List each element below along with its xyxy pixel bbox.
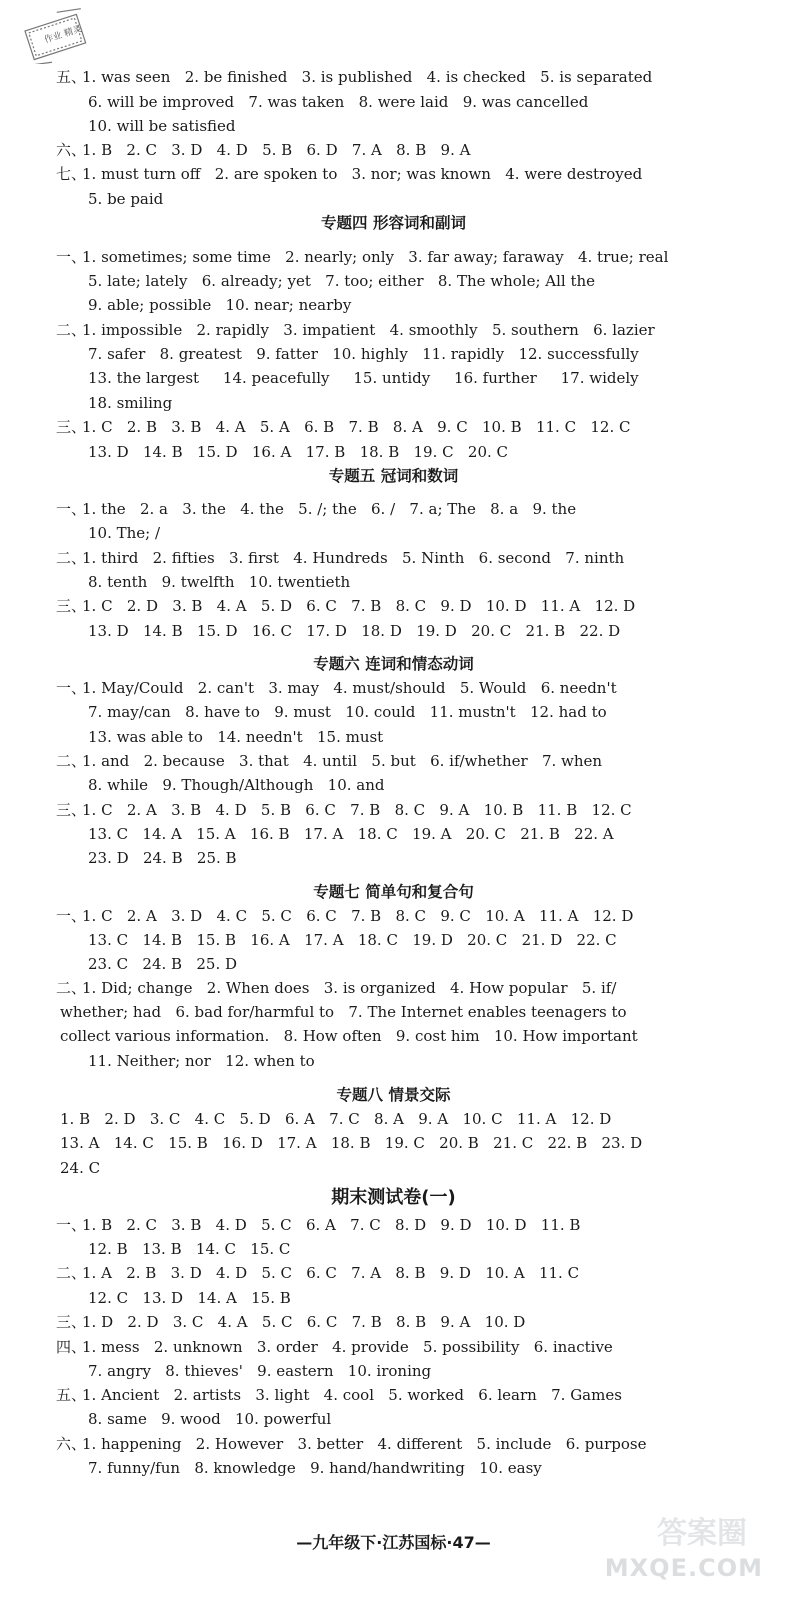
answer-text: 1. must turn off 2. are spoken to 3. nor; was known 4. were destroyed: [82, 165, 643, 183]
answer-text: 1. May/Could 2. can't 3. may 4. must/should 5. Would 6. needn't: [82, 679, 617, 697]
question-group-label: 一、: [56, 1216, 87, 1234]
answer-line: 23. D 24. B 25. B: [88, 849, 237, 867]
answer-text: 1. was seen 2. be finished 3. is published 4. is checked 5. is separated: [82, 68, 653, 86]
answer-line: [56, 749, 717, 773]
answer-line: collect various information. 8. How often 9. cost him 10. How important: [60, 1027, 638, 1045]
answer-line: [56, 594, 717, 618]
answer-line: 10. The; /: [88, 524, 161, 542]
answer-line: [56, 162, 717, 186]
answer-line: 6. will be improved 7. was taken 8. were laid 9. was cancelled: [88, 93, 589, 111]
answer-line: 10. will be satisfied: [88, 117, 236, 135]
question-group-label: 一、: [56, 907, 87, 925]
answer-line: [56, 138, 717, 162]
answer-line: 11. Neither; nor 12. when to: [88, 1052, 315, 1070]
question-group-label: 五、: [56, 68, 87, 86]
question-group-label: 五、: [56, 1386, 87, 1404]
answer-line: 9. able; possible 10. near; nearby: [88, 296, 352, 314]
answer-line: [56, 65, 717, 89]
answer-line: 18. smiling: [88, 394, 173, 412]
answer-text: 1. C 2. B 3. B 4. A 5. A 6. B 7. B 8. A 9. C 10. B 11. C 12. C: [82, 418, 631, 436]
answer-line: [56, 904, 717, 928]
question-group-label: 一、: [56, 679, 87, 697]
stamp-text: 作业 精灵: [43, 24, 84, 46]
answer-line: [56, 798, 717, 822]
answer-line: 12. C 13. D 14. A 15. B: [88, 1289, 291, 1307]
answer-line: 13. A 14. C 15. B 16. D 17. A 18. B 19. C 20. B 21. C 22. B 23. D: [60, 1134, 643, 1152]
answer-line: 13. D 14. B 15. D 16. A 17. B 18. B 19. C 20. C: [88, 443, 509, 461]
answer-text: 1. C 2. D 3. B 4. A 5. D 6. C 7. B 8. C 9. D 10. D 11. A 12. D: [82, 597, 636, 615]
answer-text: 1. Ancient 2. artists 3. light 4. cool 5. worked 6. learn 7. Games: [82, 1386, 622, 1404]
answer-text: 1. C 2. A 3. D 4. C 5. C 6. C 7. B 8. C 9. C 10. A 11. A 12. D: [82, 907, 634, 925]
answer-text: 1. third 2. fifties 3. first 4. Hundreds 5. Ninth 6. second 7. ninth: [82, 549, 625, 567]
answer-text: 1. D 2. D 3. C 4. A 5. C 6. C 7. B 8. B 9. A 10. D: [82, 1313, 526, 1331]
answer-line: 13. the largest 14. peacefully 15. untidy 16. further 17. widely: [88, 369, 639, 387]
question-group-label: 三、: [56, 1313, 87, 1331]
answer-text: 1. the 2. a 3. the 4. the 5. /; the 6. / 7. a; The 8. a 9. the: [82, 500, 577, 518]
question-group-label: 三、: [56, 418, 87, 436]
answer-text: 1. Did; change 2. When does 3. is organized 4. How popular 5. if/: [82, 979, 617, 997]
answer-line: [56, 1335, 717, 1359]
answer-text: 1. impossible 2. rapidly 3. impatient 4. smoothly 5. southern 6. lazier: [82, 321, 655, 339]
answer-text: 1. and 2. because 3. that 4. until 5. but 6. if/whether 7. when: [82, 752, 603, 770]
question-group-label: 一、: [56, 248, 87, 266]
answer-line: 7. safer 8. greatest 9. fatter 10. highly 11. rapidly 12. successfully: [88, 345, 639, 363]
answer-line: 7. angry 8. thieves' 9. eastern 10. ironing: [88, 1362, 432, 1380]
answer-line: 13. C 14. B 15. B 16. A 17. A 18. C 19. D 20. C 21. D 22. C: [88, 931, 617, 949]
question-group-label: 二、: [56, 321, 87, 339]
section-heading: 专题五 冠词和数词: [328, 467, 459, 485]
section-heading: 期末测试卷(一): [331, 1187, 456, 1208]
answer-line: 5. be paid: [88, 190, 164, 208]
answer-line: 13. C 14. A 15. A 16. B 17. A 18. C 19. A 20. C 21. B 22. A: [88, 825, 614, 843]
question-group-label: 六、: [56, 141, 87, 159]
question-group-label: 一、: [56, 500, 87, 518]
answer-line: 8. same 9. wood 10. powerful: [88, 1410, 332, 1428]
stamp-logo: [14, 8, 96, 64]
answer-text: 1. A 2. B 3. D 4. D 5. C 6. C 7. A 8. B 9. D 10. A 11. C: [82, 1264, 580, 1282]
answer-line: 8. tenth 9. twelfth 10. twentieth: [88, 573, 351, 591]
answer-line: 1. B 2. D 3. C 4. C 5. D 6. A 7. C 8. A 9. A 10. C 11. A 12. D: [60, 1110, 612, 1128]
answer-line: [56, 1310, 717, 1334]
question-group-label: 三、: [56, 597, 87, 615]
answer-text: 1. C 2. A 3. B 4. D 5. B 6. C 7. B 8. C 9. A 10. B 11. B 12. C: [82, 801, 632, 819]
section-heading: 专题七 简单句和复合句: [313, 883, 474, 901]
watermark-logo: [567, 1516, 777, 1592]
question-group-label: 二、: [56, 549, 87, 567]
answer-line: [56, 976, 717, 1000]
answer-line: [56, 1261, 717, 1285]
answer-line: 7. may/can 8. have to 9. must 10. could 11. mustn't 12. had to: [88, 703, 607, 721]
answer-line: 23. C 24. B 25. D: [88, 955, 238, 973]
section-heading: 专题四 形容词和副词: [321, 214, 466, 232]
answer-text: 1. sometimes; some time 2. nearly; only 3. far away; faraway 4. true; real: [82, 248, 669, 266]
answer-line: [56, 546, 717, 570]
page-footer: —九年级下·江苏国标·47—: [296, 1533, 491, 1552]
answer-line: 5. late; lately 6. already; yet 7. too; either 8. The whole; All the: [88, 272, 596, 290]
answer-text: 1. B 2. C 3. D 4. D 5. B 6. D 7. A 8. B 9. A: [82, 141, 471, 159]
section-heading: 专题八 情景交际: [336, 1086, 451, 1104]
watermark-cn: 答案圈: [657, 1516, 747, 1551]
answer-line: 8. while 9. Though/Although 10. and: [88, 776, 385, 794]
answer-line: whether; had 6. bad for/harmful to 7. The Internet enables teenagers to: [60, 1003, 627, 1021]
watermark-url: MXQE.COM: [604, 1554, 763, 1582]
question-group-label: 三、: [56, 801, 87, 819]
answer-line: [56, 1213, 717, 1237]
answer-line: 13. D 14. B 15. D 16. C 17. D 18. D 19. D 20. C 21. B 22. D: [88, 622, 621, 640]
answer-line: 7. funny/fun 8. knowledge 9. hand/handwriting 10. easy: [88, 1459, 542, 1477]
answer-line: [56, 676, 717, 700]
answer-line: [56, 497, 717, 521]
answer-text: 1. mess 2. unknown 3. order 4. provide 5. possibility 6. inactive: [82, 1338, 613, 1356]
question-group-label: 七、: [56, 165, 87, 183]
answer-line: [56, 318, 717, 342]
answer-text: 1. happening 2. However 3. better 4. different 5. include 6. purpose: [82, 1435, 647, 1453]
answer-line: 12. B 13. B 14. C 15. C: [88, 1240, 291, 1258]
answer-line: [56, 1432, 717, 1456]
question-group-label: 六、: [56, 1435, 87, 1453]
question-group-label: 二、: [56, 1264, 87, 1282]
answer-text: 1. B 2. C 3. B 4. D 5. C 6. A 7. C 8. D 9. D 10. D 11. B: [82, 1216, 581, 1234]
section-heading: 专题六 连词和情态动词: [313, 655, 474, 673]
question-group-label: 二、: [56, 979, 87, 997]
answer-line: [56, 415, 717, 439]
answer-line: 24. C: [60, 1159, 101, 1177]
question-group-label: 四、: [56, 1338, 87, 1356]
answer-line: 13. was able to 14. needn't 15. must: [88, 728, 384, 746]
answer-line: [56, 245, 717, 269]
question-group-label: 二、: [56, 752, 87, 770]
answer-line: [56, 1383, 717, 1407]
